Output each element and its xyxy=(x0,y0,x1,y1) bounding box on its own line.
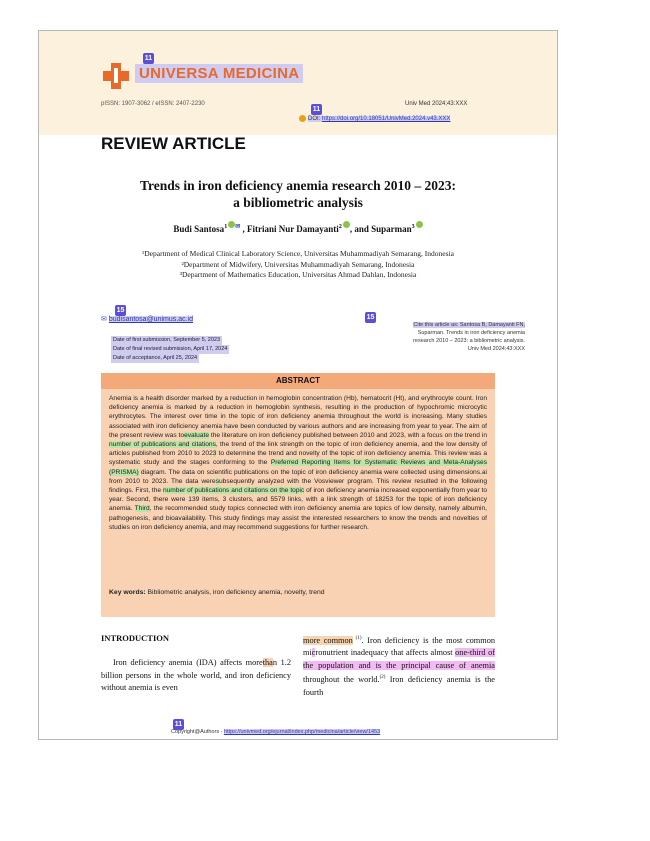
highlight[interactable]: Preferred Reporting Items for Systematic Reviews and Meta-Analyses (PRISMA) xyxy=(109,459,487,476)
affiliation-2: ²Department of Midwifery, Universitas Muhammadiyah Semarang, Indonesia xyxy=(181,259,415,269)
paper-page xyxy=(38,30,558,740)
highlight[interactable]: evaluate xyxy=(184,431,209,439)
doi-row xyxy=(299,115,450,122)
author-3-sup: 3 xyxy=(411,224,415,230)
cite-line-2: Suparman. Trends in iron deficiency anemia xyxy=(417,330,525,336)
title-line-2: a bibliometric analysis xyxy=(233,195,363,210)
highlight[interactable]: tha xyxy=(262,658,273,667)
article-type: REVIEW ARTICLE xyxy=(101,134,246,153)
author-1-sup: 1 xyxy=(224,224,228,230)
abstract-heading: ABSTRACT xyxy=(101,373,495,389)
reference-sup: (1) xyxy=(352,636,362,641)
abstract-text: Anemia is a health disorder marked by a reduction in hemoglobin concentration (Hb), hematocrit (Ht), and erythrocyte count. Iron deficiency anemia is marked by a reduction in hemoglobin synthesis, resulting in the production of hypochromic microcytic erythrocytes. The interest over time in the topic of iron deficiency anemia throughout the world is increasing. Many studies associated with iron deficiency anemia have been conducted by various authors and are increasing from year to year. The aim of the present review was toevaluate the literature on iron deficiency published between 2010 and 2023, with a focus on the trend in number of publications and citations, the trend of the link strength on the topic of iron deficiency anemia, and the low density of articles published from 2010 to 2023 to determine the trend and novelty of the topic of iron deficiency anemia. This review was a systematic study and the stages conforming to the Preferred Reporting Items for Systematic Reviews and Meta-Analyses (PRISMA) diagram. The data on scientific publications on the topic of iron deficiency anemia were collected using dimensions.ai from 2010 to 2023. The data weresubsequently analyzed with the Vosviewer program. This review resulted in the following findings. First, the number of publications and citations on the topic of iron deficiency anemia increased exponentially from year to year. Second, there were 139 items, 3 clusters, and 5579 links, with a link strength of 18253 for the topic of iron deficiency anemia. Third, the recommended study topics connected with iron deficiency anemia are topics of low density, namely albumin, pathogenesis, and bioavailability. This study findings may assist the interested researchers to know the trends and novelties of studies on iron deficiency anemia, and may recommend suggestions for further research. xyxy=(109,395,487,531)
keywords-label: Key words: xyxy=(109,589,146,596)
annotation-badge[interactable]: 15 xyxy=(366,314,375,321)
journal-name: UNIVERSA MEDICINA xyxy=(135,64,303,83)
affiliation-1: ¹Department of Medical Clinical Laboratory Science, Universitas Muhammadiyah Semarang, Indonesia xyxy=(142,249,454,258)
cite-line-1: Cite this article as: Santosa B, Damayanti FN, xyxy=(413,322,525,328)
title-line-1: Trends in iron deficiency anemia research 2010 – 2023: xyxy=(140,178,456,193)
highlight[interactable]: number of publications and citations xyxy=(109,441,216,449)
abstract-box xyxy=(101,373,495,617)
affiliations xyxy=(99,249,497,281)
keywords xyxy=(109,589,325,596)
email-icon: ✉ xyxy=(101,316,107,323)
annotation-badge[interactable]: 11 xyxy=(174,721,183,728)
author-1: Budi Santosa xyxy=(173,224,225,234)
author-list xyxy=(79,221,517,234)
annotation-badge[interactable]: 15 xyxy=(116,307,125,314)
highlight[interactable]: Third xyxy=(134,505,150,513)
orcid-icon[interactable] xyxy=(343,221,350,228)
cite-this-article xyxy=(357,321,525,353)
correspondence xyxy=(101,315,193,323)
highlight[interactable]: number of publications and citations on the topic xyxy=(162,487,305,495)
orcid-icon[interactable] xyxy=(416,221,423,228)
affiliation-3: ³Department of Mathematics Education, Universitas Ahmad Dahlan, Indonesia xyxy=(179,270,417,279)
author-separator: , xyxy=(240,224,247,234)
email-icon[interactable]: ✉ xyxy=(235,224,241,230)
date-submission: Date of first submission, September 5, 2023 xyxy=(113,337,220,343)
footer-link[interactable]: https://univmed.org/ejurnal/index.php/medicina/article/view/1453 xyxy=(223,729,381,735)
highlight[interactable]: c xyxy=(311,648,316,658)
annotation-badge[interactable]: 11 xyxy=(312,106,321,113)
journal-logo-icon xyxy=(103,63,129,89)
correspondence-email[interactable]: budisantosa@unimus.ac.id xyxy=(108,316,193,323)
author-2-sup: 2 xyxy=(338,224,342,230)
intro-right-column: more common $^{(1)}$. Iron deficiency is the most common micronutrient inadequacy that affects almost one-third of the population and is the principal cause of anemia throughout the world.$^{(2)}$ Iron deficiency anemia is the fourth xyxy=(303,635,495,697)
highlight[interactable]: s xyxy=(215,477,220,485)
highlight[interactable]: one-third of the population and is the principal cause of anemia xyxy=(303,648,495,670)
doi-icon xyxy=(299,115,306,122)
doi-link[interactable]: https://doi.org/10.18051/UnivMed.2024.v43.XXX xyxy=(322,116,451,123)
reference-sup: (2) xyxy=(379,675,386,681)
intro-left-column: Iron deficiency anemia (IDA) affects morethan 1.2 billion persons in the whole world, and iron deficiency without anemia is even xyxy=(101,658,291,692)
keywords-list: Bibliometric analysis, iron deficiency anemia, novelty, trend xyxy=(145,589,325,596)
doi-label: DOI: xyxy=(308,116,323,123)
cite-line-4: Univ Med 2024;43:XXX xyxy=(467,346,525,352)
date-acceptance: Date of acceptance, April 25, 2024 xyxy=(113,355,198,361)
submission-dates xyxy=(111,336,229,363)
annotation-badge[interactable]: 11 xyxy=(144,55,153,62)
issn-text: pISSN: 1907-3062 / eISSN: 2407-2230 xyxy=(101,101,205,107)
intro-heading: INTRODUCTION xyxy=(101,633,170,643)
footer-copyright: Copyright@Authors - https://univmed.org/ejurnal/index.php/medicina/article/view/1453 xyxy=(171,729,381,735)
highlight[interactable]: 3 xyxy=(212,450,217,458)
cite-line-3: research 2010 – 2023: a bibliometric analysis. xyxy=(413,338,525,344)
author-2: Fitriani Nur Damayanti xyxy=(246,224,339,234)
date-revised: Date of final revised submission, April 17, 2024 xyxy=(113,346,228,352)
citation-short: Univ Med 2024;43:XXX xyxy=(405,101,468,107)
highlight[interactable]: more common xyxy=(303,635,353,645)
article-title xyxy=(79,177,517,211)
author-3: , and Suparman xyxy=(349,224,412,234)
